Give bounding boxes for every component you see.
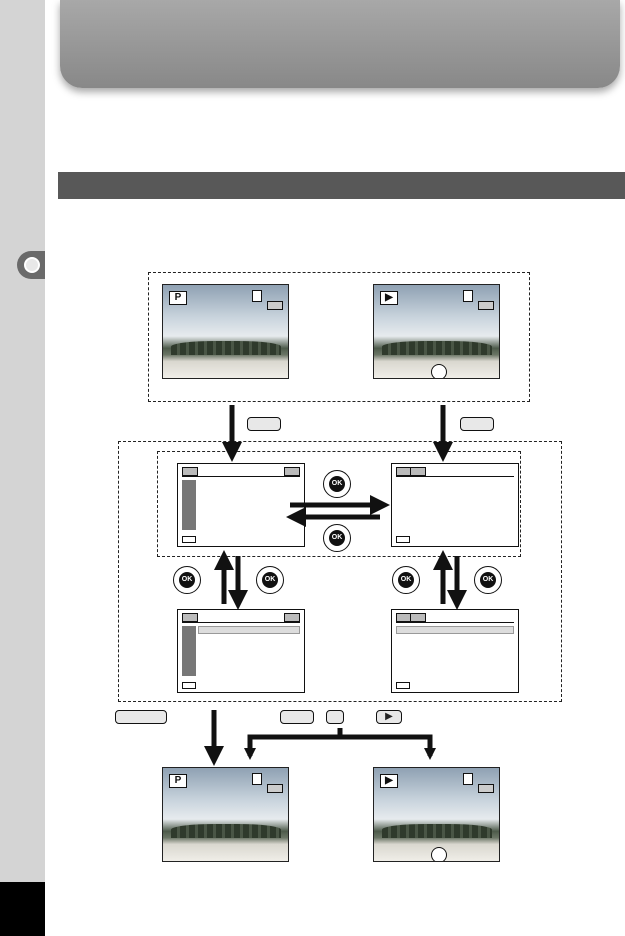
playback-mode-icon: ▶ — [380, 774, 398, 788]
ok-button-icon: OK — [398, 572, 414, 588]
playback-button[interactable]: ▶ — [376, 710, 402, 724]
playback-mode-icon: ▶ — [380, 291, 398, 305]
ok-button-icon: OK — [329, 476, 345, 492]
ok-button-icon: OK — [329, 530, 345, 546]
ok-button-icon: OK — [179, 572, 195, 588]
ok-button-icon: OK — [480, 572, 496, 588]
arrow-head — [244, 748, 256, 760]
arrow-head — [424, 748, 436, 760]
capture-mode-icon: P — [169, 291, 187, 305]
capture-mode-icon: P — [169, 774, 187, 788]
branch-connector — [250, 737, 430, 756]
ok-button-icon: OK — [262, 572, 278, 588]
